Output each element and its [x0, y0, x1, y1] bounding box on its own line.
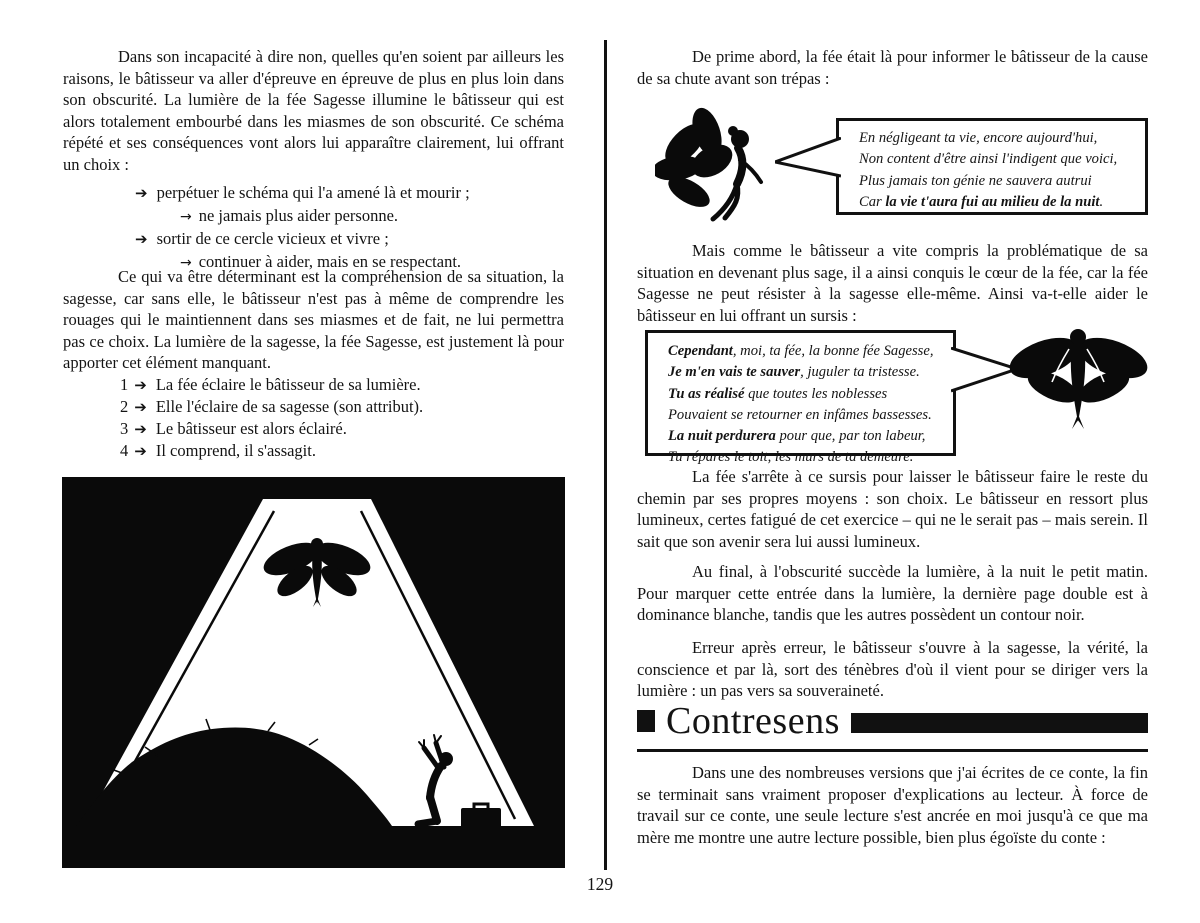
right-paragraph-5: Erreur après erreur, le bâtisseur s'ouvre à la sagesse, la vérité, la conscience et par là, sort des ténèbres d'où il vient pour se diriger vers la lumière : un pas vers sa souveraineté. — [637, 638, 1148, 701]
heavy-arrow-icon: ➔ — [134, 376, 147, 394]
step-text: Il comprend, il s'assagit. — [155, 441, 316, 460]
step-number: 1 — [120, 375, 129, 394]
bubble-line: Pouvaient se retourner en infâmes bassesses. — [668, 406, 932, 423]
speech-bubble-tail-left — [775, 137, 841, 183]
light-arrow-icon: → — [180, 254, 192, 271]
step-item — [120, 374, 423, 396]
choice-item-text: perpétuer le schéma qui l'a amené là et mourir ; — [156, 183, 470, 202]
right-paragraph-6: Dans une des nombreuses versions que j'ai écrites de ce conte, la fin se terminait sans vraiment proposer d'explications au lecteur. À force de travail sur ce conte, une seule lecture s'est ancrée en moi jusqu'à ce que ma mère me montre une autre lecture possible, bien plus égoïste du conte : — [637, 763, 1148, 847]
light-arrow-icon: → — [180, 208, 192, 225]
step-item — [120, 418, 423, 440]
section-heading — [637, 702, 1148, 752]
bubble-line: Plus jamais ton génie ne sauvera autrui — [859, 172, 1092, 189]
right-paragraph-4: Au final, à l'obscurité succède la lumière, à la nuit le petit matin. Pour marquer cette entrée dans la lumière, la dernière page double est à dominance blanche, tandis que les autres possèdent un contour noir. — [637, 562, 1148, 625]
left-paragraph-1: Dans son incapacité à dire non, quelles qu'en soient par ailleurs les raisons, le bâtisseur va aller d'épreuve en épreuve de plus en plus loin dans son obscurité. La lumière de la fée Sagesse illumine le bâtisseur qui est alors totalement embourbé dans les miasmes de son obscurité. Ce schéma répété et ses conséquences vont alors lui apparaître clairement, lui offrant un choix : — [63, 47, 564, 174]
step-text: Le bâtisseur est alors éclairé. — [155, 419, 347, 438]
choice-subitem-text: continuer à aider, mais en se respectant. — [198, 251, 462, 271]
speech-bubble-reprieve — [645, 330, 956, 466]
heavy-arrow-icon: ➔ — [134, 442, 147, 460]
bubble-line: Non content d'être ainsi l'indigent que voici, — [859, 151, 1118, 168]
choice-item — [63, 182, 564, 205]
bubble-line: Car la vie t'aura fui au milieu de la nuit. — [859, 193, 1104, 210]
bubble-line: En négligeant ta vie, encore aujourd'hui, — [859, 130, 1098, 146]
bubble-line: Cependant, moi, ta fée, la bonne fée Sagesse, — [668, 343, 934, 359]
right-paragraph-2: Mais comme le bâtisseur a vite compris la problématique de sa situation en devenant plus sage, il a ainsi conquis le cœur de la fée, car la fée Sagesse ne peut résister à la sagesse elle-même. Ainsi va-t-elle aider le bâtisseur en lui offrant un sursis : — [637, 241, 1148, 325]
choice-item — [63, 228, 564, 251]
right-paragraph-3: La fée s'arrête à ce sursis pour laisser le bâtisseur faire le reste du chemin par ses propres moyens : son choix. Le bâtisseur en ressort plus lumineux, certes fatigué de cet exercice – qui ne le serait pas – mais serein. Il sait que son avenir sera lui aussi lumineux. — [637, 467, 1148, 551]
step-text: Elle l'éclaire de sa sagesse (son attribut). — [155, 397, 424, 416]
choice-subitem-text: ne jamais plus aider personne. — [198, 205, 399, 225]
column-divider — [604, 40, 607, 870]
choice-item-text: sortir de ce cercle vicieux et vivre ; — [156, 229, 389, 249]
heavy-arrow-icon: ➔ — [134, 398, 147, 416]
speech-bubble-death-warning — [836, 118, 1148, 215]
heading-bar — [851, 713, 1148, 733]
light-beam-illustration — [62, 477, 565, 868]
choice-list — [63, 182, 564, 274]
bubble-line: Je m'en vais te sauver, juguler ta tristesse. — [668, 364, 920, 381]
step-text: La fée éclaire le bâtisseur de sa lumière. — [155, 375, 421, 394]
step-number: 4 — [120, 441, 129, 460]
heading-square-icon — [637, 710, 655, 732]
step-item — [120, 440, 423, 462]
fairy-front-icon — [1006, 322, 1151, 437]
heavy-arrow-icon: ➔ — [135, 184, 148, 202]
heavy-arrow-icon: ➔ — [135, 230, 148, 249]
step-number: 2 — [120, 397, 129, 416]
heavy-arrow-icon: ➔ — [134, 420, 147, 438]
page-number: 129 — [586, 874, 614, 894]
right-paragraph-1: De prime abord, la fée était là pour informer le bâtisseur de la cause de sa chute avant son trépas : — [637, 47, 1148, 88]
choice-subitem — [63, 205, 564, 229]
bubble-line: La nuit perdurera pour que, par ton labeur, — [668, 428, 926, 445]
left-paragraph-2: Ce qui va être déterminant est la compréhension de sa situation, la sagesse, car sans elle, le bâtisseur n'est pas à même de comprendre les rouages qui le maintiennent dans ses miasmes et de fait, ne lui permettra pas ce choix. La lumière de la sagesse, la fée Sagesse, est justement là pour apporter cet élément manquant. — [63, 267, 564, 373]
fairy-profile-icon — [655, 106, 790, 228]
steps-list — [120, 374, 423, 462]
step-number: 3 — [120, 419, 129, 438]
bubble-line: Tu répares le toit, les murs de ta demeure. — [668, 449, 914, 466]
section-heading-title: Contresens — [666, 700, 840, 742]
step-item — [120, 396, 423, 418]
bubble-line: Tu as réalisé que toutes les noblesses — [668, 385, 888, 402]
